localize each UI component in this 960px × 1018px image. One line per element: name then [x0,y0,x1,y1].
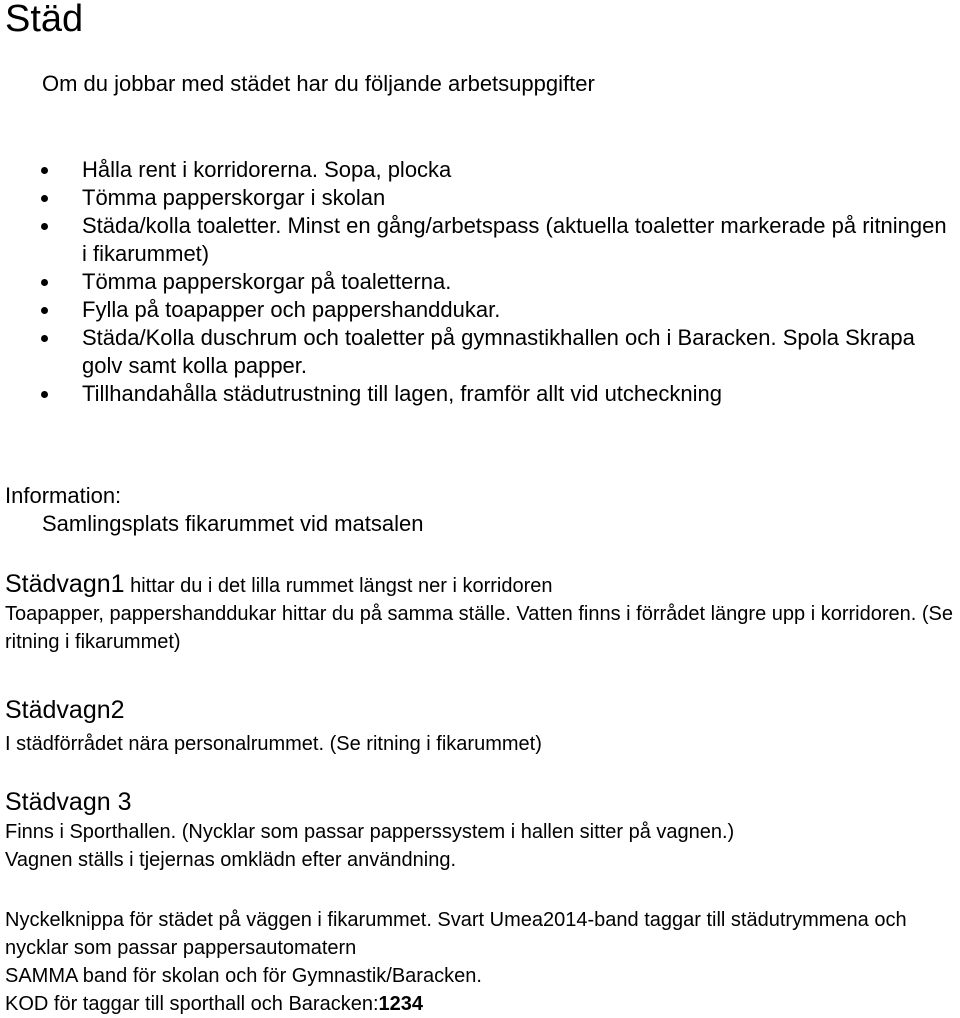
bullet-icon [41,391,48,398]
cart1-inline-text: hittar du i det lilla rummet längst ner i korridoren [124,575,553,597]
bullet-icon [41,223,48,230]
page-title: Städ [5,0,84,40]
code-line [5,990,960,1018]
task-text: Städa/kolla toaletter. Minst en gång/arbetspass (aktuella toaletter markerade på ritningen i fikarummet) [82,213,947,266]
cart1-heading [5,570,955,600]
cart2-title: Städvagn2 [5,696,125,724]
code-value: 1234 [378,993,424,1015]
keys-line: SAMMA band för skolan och för Gymnastik/Baracken. [5,965,482,987]
keys-info [5,906,960,1018]
cart2-text: I städförrådet nära personalrummet. (Se ritning i fikarummet) [5,733,542,755]
bullet-icon [41,335,48,342]
bullet-icon [41,195,48,202]
cart3-line: Vagnen ställs i tjejernas omklädn efter användning. [5,849,457,871]
task-item [82,184,952,212]
task-item [82,324,952,380]
cart3-text [5,818,960,874]
code-label: KOD för taggar till sporthall och Baracken: [5,993,379,1015]
bullet-icon [41,307,48,314]
bullet-icon [41,167,48,174]
task-list [82,156,952,408]
task-text: Fylla på toapapper och pappershanddukar. [82,297,501,322]
task-text: Städa/Kolla duschrum och toaletter på gymnastikhallen och i Baracken. Spola Skrapa golv samt kolla papper. [82,325,915,378]
task-item [82,268,952,296]
task-text: Tillhandahålla städutrustning till lagen, framför allt vid utcheckning [82,381,722,406]
cart1-title: Städvagn1 [5,570,125,598]
task-text: Hålla rent i korridorerna. Sopa, plocka [82,157,452,182]
info-text: Samlingsplats fikarummet vid matsalen [42,511,424,536]
task-text: Tömma papperskorgar på toaletterna. [82,269,452,294]
cart3-title: Städvagn 3 [5,788,132,816]
info-label: Information: [5,483,122,508]
task-item [82,156,952,184]
task-text: Tömma papperskorgar i skolan [82,185,386,210]
intro-text: Om du jobbar med städet har du följande arbetsuppgifter [42,71,595,96]
cart3-line: Finns i Sporthallen. (Nycklar som passar papperssystem i hallen sitter på vagnen.) [5,821,735,843]
keys-line: Nyckelknippa för städet på väggen i fikarummet. Svart Umea2014-band taggar till städutrymmena och nycklar som passar pappersautomatern [5,909,907,959]
cart1-text: Toapapper, pappershanddukar hittar du på samma ställe. Vatten finns i förrådet längre upp i korridoren. (Se ritning i fikarummet) [5,603,953,653]
bullet-icon [41,279,48,286]
task-item [82,212,952,268]
task-item [82,380,952,408]
task-item [82,296,952,324]
